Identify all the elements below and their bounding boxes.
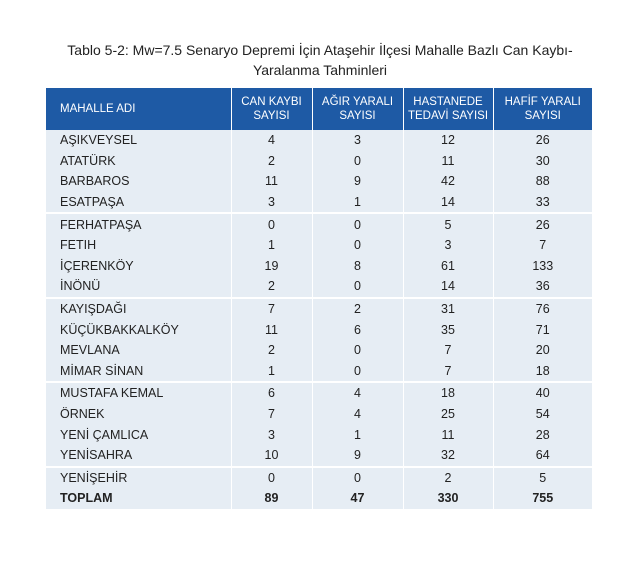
cell-value: 8: [312, 256, 403, 277]
cell-value: 32: [403, 445, 493, 467]
cell-value: 0: [312, 151, 403, 172]
cell-value: 9: [312, 445, 403, 467]
cell-value: 6: [231, 382, 312, 404]
cell-value: 4: [312, 404, 403, 425]
neighborhood-name: ATATÜRK: [46, 151, 231, 172]
cell-value: 330: [403, 488, 493, 509]
cell-value: 33: [493, 192, 592, 214]
table-row: [46, 235, 592, 256]
column-header-line: CAN KAYBI: [241, 96, 302, 108]
cell-value: 12: [403, 130, 493, 151]
cell-value: 0: [312, 340, 403, 361]
table-title: [0, 40, 640, 80]
cell-value: 30: [493, 151, 592, 172]
cell-value: 18: [493, 361, 592, 383]
cell-value: 11: [403, 424, 493, 445]
cell-value: 7: [493, 235, 592, 256]
column-header-line: TEDAVİ SAYISI: [407, 110, 489, 122]
title-line-1: Tablo 5-2: Mw=7.5 Senaryo Depremi İçin Ataşehir İlçesi Mahalle Bazlı Can Kaybı-: [67, 42, 573, 58]
neighborhood-name: TOPLAM: [46, 488, 231, 509]
cell-value: 26: [493, 130, 592, 151]
cell-value: 3: [231, 424, 312, 445]
column-header-line: SAYISI: [339, 110, 376, 122]
cell-value: 7: [403, 340, 493, 361]
cell-value: 5: [493, 467, 592, 489]
cell-value: 2: [231, 276, 312, 298]
table-row: [46, 171, 592, 192]
table-header-row: [46, 88, 592, 130]
cell-value: 9: [312, 171, 403, 192]
cell-value: 42: [403, 171, 493, 192]
column-header: [493, 88, 592, 130]
cell-value: 1: [231, 235, 312, 256]
table-row: [46, 130, 592, 151]
cell-value: 18: [403, 382, 493, 404]
neighborhood-name: MİMAR SİNAN: [46, 361, 231, 383]
neighborhood-name: YENİ ÇAMLICA: [46, 424, 231, 445]
cell-value: 3: [403, 235, 493, 256]
cell-value: 61: [403, 256, 493, 277]
cell-value: 0: [312, 361, 403, 383]
cell-value: 3: [231, 192, 312, 214]
neighborhood-name: İNÖNÜ: [46, 276, 231, 298]
neighborhood-name: AŞIKVEYSEL: [46, 130, 231, 151]
casualty-table: [46, 88, 592, 509]
cell-value: 6: [312, 319, 403, 340]
cell-value: 31: [403, 298, 493, 320]
cell-value: 2: [231, 340, 312, 361]
neighborhood-name: İÇERENKÖY: [46, 256, 231, 277]
table-row: [46, 298, 592, 320]
table-row: [46, 340, 592, 361]
cell-value: 14: [403, 276, 493, 298]
cell-value: 11: [231, 171, 312, 192]
cell-value: 3: [312, 130, 403, 151]
cell-value: 5: [403, 213, 493, 235]
column-header-line: SAYISI: [253, 110, 290, 122]
neighborhood-name: YENİŞEHİR: [46, 467, 231, 489]
column-header-line: HASTANEDE: [413, 96, 483, 108]
cell-value: 4: [231, 130, 312, 151]
table-row: [46, 382, 592, 404]
total-row: [46, 488, 592, 509]
column-header: [46, 88, 231, 130]
column-header-line: HAFİF YARALI: [504, 96, 581, 108]
table-row: [46, 276, 592, 298]
cell-value: 89: [231, 488, 312, 509]
cell-value: 2: [231, 151, 312, 172]
cell-value: 0: [312, 467, 403, 489]
cell-value: 0: [231, 467, 312, 489]
table-row: [46, 319, 592, 340]
column-header: [231, 88, 312, 130]
cell-value: 7: [231, 404, 312, 425]
neighborhood-name: ESATPAŞA: [46, 192, 231, 214]
cell-value: 755: [493, 488, 592, 509]
table-row: [46, 213, 592, 235]
cell-value: 20: [493, 340, 592, 361]
neighborhood-name: FERHATPAŞA: [46, 213, 231, 235]
cell-value: 7: [403, 361, 493, 383]
cell-value: 1: [312, 424, 403, 445]
column-header: [312, 88, 403, 130]
cell-value: 0: [231, 213, 312, 235]
column-header: [403, 88, 493, 130]
table-row: [46, 192, 592, 214]
neighborhood-name: KAYIŞDAĞI: [46, 298, 231, 320]
table-row: [46, 445, 592, 467]
column-header-line: AĞIR YARALI: [321, 96, 394, 108]
table-row: [46, 404, 592, 425]
cell-value: 64: [493, 445, 592, 467]
cell-value: 35: [403, 319, 493, 340]
cell-value: 1: [312, 192, 403, 214]
cell-value: 40: [493, 382, 592, 404]
neighborhood-name: MUSTAFA KEMAL: [46, 382, 231, 404]
cell-value: 26: [493, 213, 592, 235]
table-row: [46, 467, 592, 489]
cell-value: 2: [312, 298, 403, 320]
table-row: [46, 151, 592, 172]
cell-value: 28: [493, 424, 592, 445]
cell-value: 11: [231, 319, 312, 340]
table-row: [46, 361, 592, 383]
cell-value: 4: [312, 382, 403, 404]
title-line-2: Yaralanma Tahminleri: [252, 62, 388, 78]
cell-value: 0: [312, 235, 403, 256]
table-row: [46, 256, 592, 277]
cell-value: 1: [231, 361, 312, 383]
cell-value: 7: [231, 298, 312, 320]
cell-value: 54: [493, 404, 592, 425]
table-body: [46, 130, 592, 509]
neighborhood-name: FETIH: [46, 235, 231, 256]
cell-value: 133: [493, 256, 592, 277]
column-header-line: SAYISI: [524, 110, 561, 122]
neighborhood-name: YENİSAHRA: [46, 445, 231, 467]
cell-value: 14: [403, 192, 493, 214]
cell-value: 71: [493, 319, 592, 340]
cell-value: 88: [493, 171, 592, 192]
neighborhood-name: KÜÇÜKBAKKALKÖY: [46, 319, 231, 340]
neighborhood-name: MEVLANA: [46, 340, 231, 361]
cell-value: 36: [493, 276, 592, 298]
cell-value: 0: [312, 276, 403, 298]
cell-value: 10: [231, 445, 312, 467]
column-header-line: MAHALLE ADI: [60, 103, 136, 115]
cell-value: 2: [403, 467, 493, 489]
cell-value: 19: [231, 256, 312, 277]
table-row: [46, 424, 592, 445]
neighborhood-name: ÖRNEK: [46, 404, 231, 425]
cell-value: 76: [493, 298, 592, 320]
cell-value: 25: [403, 404, 493, 425]
cell-value: 11: [403, 151, 493, 172]
cell-value: 0: [312, 213, 403, 235]
cell-value: 47: [312, 488, 403, 509]
neighborhood-name: BARBAROS: [46, 171, 231, 192]
